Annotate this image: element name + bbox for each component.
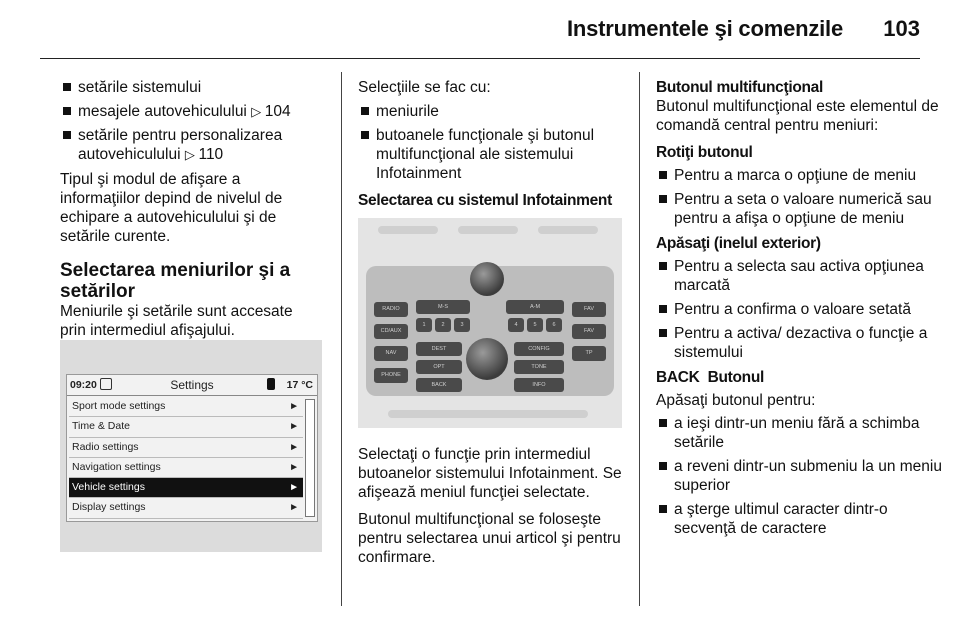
list-item: setările pentru personalizarea autovehiculului ▷ 110	[60, 126, 322, 164]
section-heading: Selectarea meniurilor şi a setărilor	[60, 260, 291, 302]
opt-button: OPT	[416, 360, 462, 374]
list-item: setările sistemului	[60, 78, 322, 97]
lower-trim	[388, 410, 588, 418]
fav-button: FAV	[572, 302, 606, 317]
preset-button: 6	[546, 318, 562, 332]
list-item: Pentru a activa/ dezactiva o funcţie a sistemului	[656, 324, 946, 362]
chevron-right-icon: ►	[289, 461, 299, 473]
col1-bullet-list	[60, 78, 322, 164]
back-button: BACK	[416, 378, 462, 392]
control-panel	[366, 266, 614, 396]
clock-time: 09:20	[70, 379, 97, 391]
column-3	[656, 78, 946, 544]
nav-button: NAV	[374, 346, 408, 361]
col2-paragraph-2: Butonul multifuncţional se foloseşte pentru selectarea unui articol şi pentru confirmare.	[358, 511, 621, 566]
list-item: Radio settings ►	[69, 438, 303, 458]
chevron-right-icon: ►	[289, 401, 299, 412]
settings-menu-list	[69, 397, 303, 519]
settings-screen-illustration	[60, 340, 322, 552]
col2-intro: Selecţiile se fac cu:	[358, 79, 491, 96]
page-ref-arrow-icon: ▷	[184, 147, 199, 162]
press-heading: Apăsaţi (inelul exterior)	[656, 235, 821, 252]
list-item: Pentru a confirma o valoare setată	[656, 300, 946, 319]
temperature-readout: 17 °C	[286, 379, 313, 391]
preset-button: 3	[454, 318, 470, 332]
page-ref[interactable]: 110	[198, 146, 224, 163]
col1-paragraph-2: Meniurile şi setările sunt accesate prin intermediul afişajului.	[60, 303, 293, 339]
preset-button: 1	[416, 318, 432, 332]
back-intro: Apăsaţi butonul pentru:	[656, 392, 816, 409]
list-item: Time & Date ►	[69, 417, 303, 437]
air-vent	[458, 226, 518, 234]
dest-button: DEST	[416, 342, 462, 356]
list-item: Pentru a seta o valoare numerică sau pentru a afişa o opţiune de meniu	[656, 190, 946, 228]
air-vent	[378, 226, 438, 234]
preset-button: 5	[527, 318, 543, 332]
radio-button: RADIO	[374, 302, 408, 317]
press-bullet-list	[656, 257, 946, 362]
display-status-bar	[67, 375, 317, 396]
list-item: meniurile	[358, 102, 628, 121]
col1-paragraph-1: Tipul şi modul de afişare a informaţiilor depind de nivelul de echipare a autovehiculului şi de setările curente.	[60, 171, 283, 245]
infotainment-panel-illustration	[358, 218, 622, 428]
list-item: butoanele funcţionale şi butonul multifuncţional ale sistemului Infotainment	[358, 126, 628, 183]
list-item: a şterge ultimul caracter dintr-o secvenţă de caractere	[656, 500, 946, 538]
list-item: a reveni dintr-un submeniu la un meniu superior	[656, 457, 946, 495]
thermometer-icon	[267, 378, 275, 390]
volume-knob	[470, 262, 504, 296]
col2-bullet-list	[358, 102, 628, 183]
col3-intro: Butonul multifuncţional este elementul de comandă central pentru meniuri:	[656, 98, 939, 134]
am-button: A-M	[506, 300, 564, 314]
tp-button: TP	[572, 346, 606, 361]
config-button: CONFIG	[514, 342, 564, 356]
page-number: 103	[883, 16, 920, 41]
list-item: Navigation settings ►	[69, 458, 303, 478]
preset-button: 2	[435, 318, 451, 332]
info-button: INFO	[514, 378, 564, 392]
col2-paragraph-1: Selectaţi o funcţie prin intermediul butoanelor sistemului Infotainment. Se afişează meniul funcţiei selectate.	[358, 446, 622, 501]
display-scrollbar	[305, 399, 315, 517]
preset-button: 4	[508, 318, 524, 332]
phone-button: PHONE	[374, 368, 408, 383]
page-ref[interactable]: 104	[264, 103, 291, 120]
settings-display	[66, 374, 318, 522]
list-item: Pentru a marca o opţiune de meniu	[656, 166, 946, 185]
ms-button: M-S	[416, 300, 470, 314]
rotate-heading: Rotiţi butonul	[656, 144, 753, 161]
chevron-right-icon: ►	[289, 482, 299, 494]
list-item: Pentru a selecta sau activa opţiunea marcată	[656, 257, 946, 295]
cd-aux-button: CD/AUX	[374, 324, 408, 339]
chevron-right-icon: ►	[289, 441, 299, 453]
multifunction-knob	[466, 338, 508, 380]
display-title: Settings	[170, 378, 214, 392]
air-vent	[538, 226, 598, 234]
chevron-right-icon: ►	[289, 502, 299, 514]
column-divider-2	[639, 72, 640, 606]
back-bullet-list	[656, 414, 946, 538]
fav-button: FAV	[572, 324, 606, 339]
subsection-heading: Selectarea cu sistemul Infotainment	[358, 192, 612, 209]
column-2	[358, 78, 628, 224]
column-2-lower	[358, 445, 628, 575]
page-header-title: Instrumentele şi comenzile	[567, 16, 843, 41]
tone-button: TONE	[514, 360, 564, 374]
list-item: Sport mode settings ►	[69, 397, 303, 417]
column-1	[60, 78, 322, 348]
column-divider-1	[341, 72, 342, 606]
list-item: a ieşi dintr-un meniu fără a schimba setările	[656, 414, 946, 452]
back-heading: BACK Butonul	[656, 369, 765, 386]
rotate-bullet-list	[656, 166, 946, 228]
subsection-heading: Butonul multifuncţional	[656, 79, 824, 96]
page-ref-arrow-icon: ▷	[251, 104, 265, 119]
list-item: Display settings ►	[69, 498, 303, 518]
list-item: mesajele autovehiculului ▷ 104	[60, 102, 322, 121]
list-item-selected: Vehicle settings ►	[69, 478, 303, 498]
chevron-right-icon: ►	[289, 421, 299, 433]
header-rule	[40, 58, 920, 59]
